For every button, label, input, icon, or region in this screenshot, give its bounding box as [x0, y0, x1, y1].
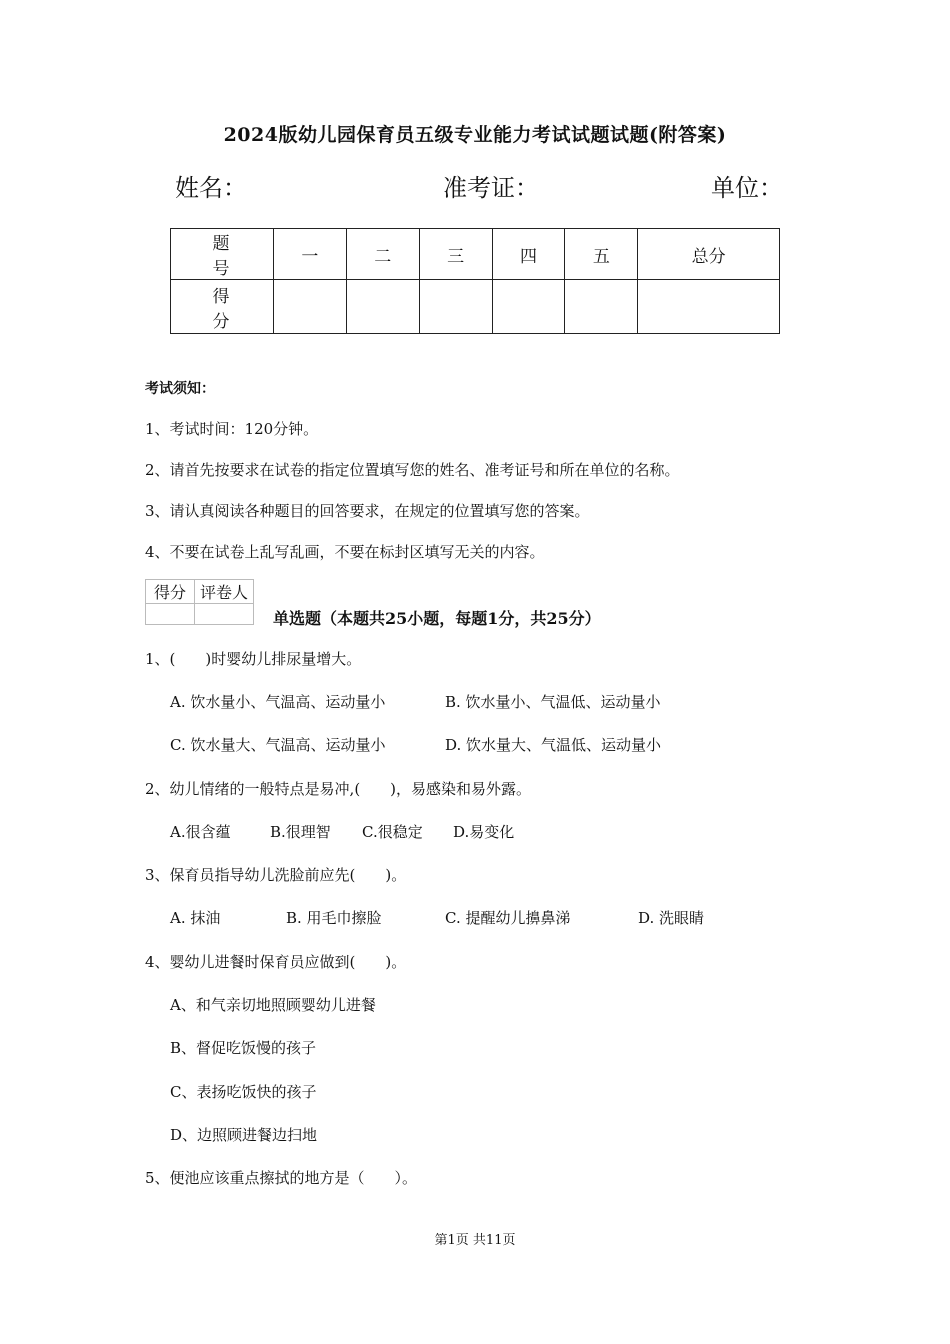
- question-5-stem: 5、便池应该重点擦拭的地方是（ ）。: [145, 1169, 418, 1187]
- unit-field-label: 单位：: [711, 174, 783, 202]
- score-cell-5: [565, 280, 638, 334]
- question-1-option-b: B. 饮水量小、气温低、运动量小: [445, 693, 661, 711]
- column-5: 五: [565, 229, 638, 280]
- score-header: 得 分: [171, 280, 274, 334]
- question-2-option-c: C.很稳定: [362, 823, 423, 841]
- ticket-field-label: 准考证：: [443, 174, 539, 202]
- score-cell-2: [346, 280, 419, 334]
- section-title: 单选题（本题共25小题，每题1分，共25分）: [273, 609, 601, 628]
- question-2-option-a: A.很含蕴: [170, 823, 231, 841]
- question-1-stem: 1、( )时婴幼儿排尿量增大。: [145, 650, 362, 668]
- page-footer: 第1页 共11页: [434, 1233, 516, 1248]
- question-4-option-c: C、表扬吃饭快的孩子: [170, 1083, 317, 1101]
- grader-name-label: 评卷人: [195, 580, 254, 604]
- grader-score-cell: [146, 604, 195, 625]
- question-4-option-b: B、督促吃饭慢的孩子: [170, 1039, 317, 1057]
- question-1-option-d: D. 饮水量大、气温低、运动量小: [445, 736, 662, 754]
- question-2-stem: 2、幼儿情绪的一般特点是易冲,( )，易感染和易外露。: [145, 780, 532, 798]
- question-3-option-c: C. 提醒幼儿擤鼻涕: [445, 909, 571, 927]
- question-4-option-a: A、和气亲切地照顾婴幼儿进餐: [170, 996, 376, 1014]
- question-2-option-b: B.很理智: [270, 823, 331, 841]
- score-table: [170, 228, 780, 334]
- column-total: 总分: [638, 229, 780, 280]
- notice-title: 考试须知：: [145, 381, 215, 397]
- column-2: 二: [346, 229, 419, 280]
- question-number-header: 题 号: [171, 229, 274, 280]
- notice-item-3: 3、请认真阅读各种题目的回答要求，在规定的位置填写您的答案。: [145, 502, 590, 520]
- question-3-option-a: A. 抹油: [170, 909, 221, 927]
- grader-box: [145, 579, 254, 625]
- notice-item-1: 1、考试时间：120分钟。: [145, 420, 319, 438]
- name-field-label: 姓名：: [175, 174, 247, 202]
- score-table-header-row: [171, 229, 780, 280]
- question-3-option-d: D. 洗眼睛: [638, 909, 705, 927]
- page-title: 2024版幼儿园保育员五级专业能力考试试题试题(附答案): [223, 124, 727, 146]
- score-cell-total: [638, 280, 780, 334]
- column-1: 一: [274, 229, 347, 280]
- notice-item-2: 2、请首先按要求在试卷的指定位置填写您的姓名、准考证号和所在单位的名称。: [145, 461, 680, 479]
- question-1-option-c: C. 饮水量大、气温高、运动量小: [170, 736, 386, 754]
- score-table-score-row: [171, 280, 780, 334]
- question-1-option-a: A. 饮水量小、气温高、运动量小: [170, 693, 386, 711]
- notice-item-4: 4、不要在试卷上乱写乱画，不要在标封区填写无关的内容。: [145, 543, 545, 561]
- score-cell-3: [419, 280, 492, 334]
- score-cell-1: [274, 280, 347, 334]
- score-cell-4: [492, 280, 565, 334]
- question-3-stem: 3、保育员指导幼儿洗脸前应先( )。: [145, 866, 407, 884]
- column-4: 四: [492, 229, 565, 280]
- grader-name-cell: [195, 604, 254, 625]
- question-3-option-b: B. 用毛巾擦脸: [286, 909, 382, 927]
- question-2-option-d: D.易变化: [453, 823, 515, 841]
- grader-score-label: 得分: [146, 580, 195, 604]
- question-4-option-d: D、边照顾进餐边扫地: [170, 1126, 318, 1144]
- question-4-stem: 4、婴幼儿进餐时保育员应做到( )。: [145, 953, 407, 971]
- column-3: 三: [419, 229, 492, 280]
